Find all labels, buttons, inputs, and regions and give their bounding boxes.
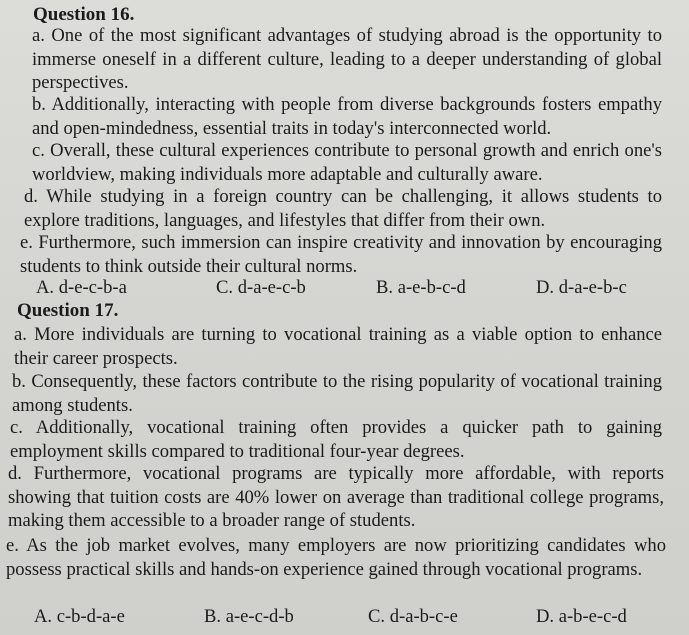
question-17-sentence-a: a. More individuals are turning to vocational training as a viable option to enhance their career prospects. xyxy=(14,324,662,369)
question-17-title: Question 17. xyxy=(17,300,119,321)
question-16-option-d[interactable]: D. d-a-e-b-c xyxy=(536,277,627,298)
question-17-option-b[interactable]: B. a-e-c-d-b xyxy=(204,606,294,627)
question-16-sentence-c: c. Overall, these cultural experiences contribute to personal growth and enrich one's worldview, making individuals more adaptable and culturally aware. xyxy=(32,140,662,185)
question-17-sentence-c: c. Additionally, vocational training often provides a quicker path to gaining employment skills compared to traditional four-year degrees. xyxy=(10,417,662,462)
question-16-option-c[interactable]: C. d-a-e-c-b xyxy=(216,277,306,298)
question-17-sentence-b: b. Consequently, these factors contribute to the rising popularity of vocational training among students. xyxy=(12,371,662,416)
question-16-option-a[interactable]: A. d-e-c-b-a xyxy=(36,277,127,298)
question-17-option-a[interactable]: A. c-b-d-a-e xyxy=(34,606,125,627)
question-16-options xyxy=(20,277,660,299)
question-16-sentence-e: e. Furthermore, such immersion can inspire creativity and innovation by encouraging students to think outside their cultural norms. xyxy=(20,232,662,277)
question-16-option-b[interactable]: B. a-e-b-c-d xyxy=(376,277,466,298)
question-16-sentence-a: a. One of the most significant advantages of studying abroad is the opportunity to immerse oneself in a different culture, leading to a deeper understanding of global perspectives. xyxy=(32,25,662,94)
question-16-sentence-d: d. While studying in a foreign country can be challenging, it allows students to explore traditions, languages, and lifestyles that differ from their own. xyxy=(24,186,662,231)
question-17-option-c[interactable]: C. d-a-b-c-e xyxy=(368,606,458,627)
question-16-sentence-b: b. Additionally, interacting with people from diverse backgrounds fosters empathy and open-mindedness, essential traits in today's interconnected world. xyxy=(32,94,662,139)
question-17-options xyxy=(6,606,646,628)
question-17-sentence-e: e. As the job market evolves, many employers are now prioritizing candidates who possess practical skills and hands-on experience gained through vocational programs. xyxy=(6,535,666,580)
question-17-option-d[interactable]: D. a-b-e-c-d xyxy=(536,606,627,627)
question-16-title: Question 16. xyxy=(33,4,135,25)
question-17-sentence-d: d. Furthermore, vocational programs are typically more affordable, with reports showing that tuition costs are 40% lower on average than traditional college programs, making them accessible to a broader range of students. xyxy=(8,463,664,532)
